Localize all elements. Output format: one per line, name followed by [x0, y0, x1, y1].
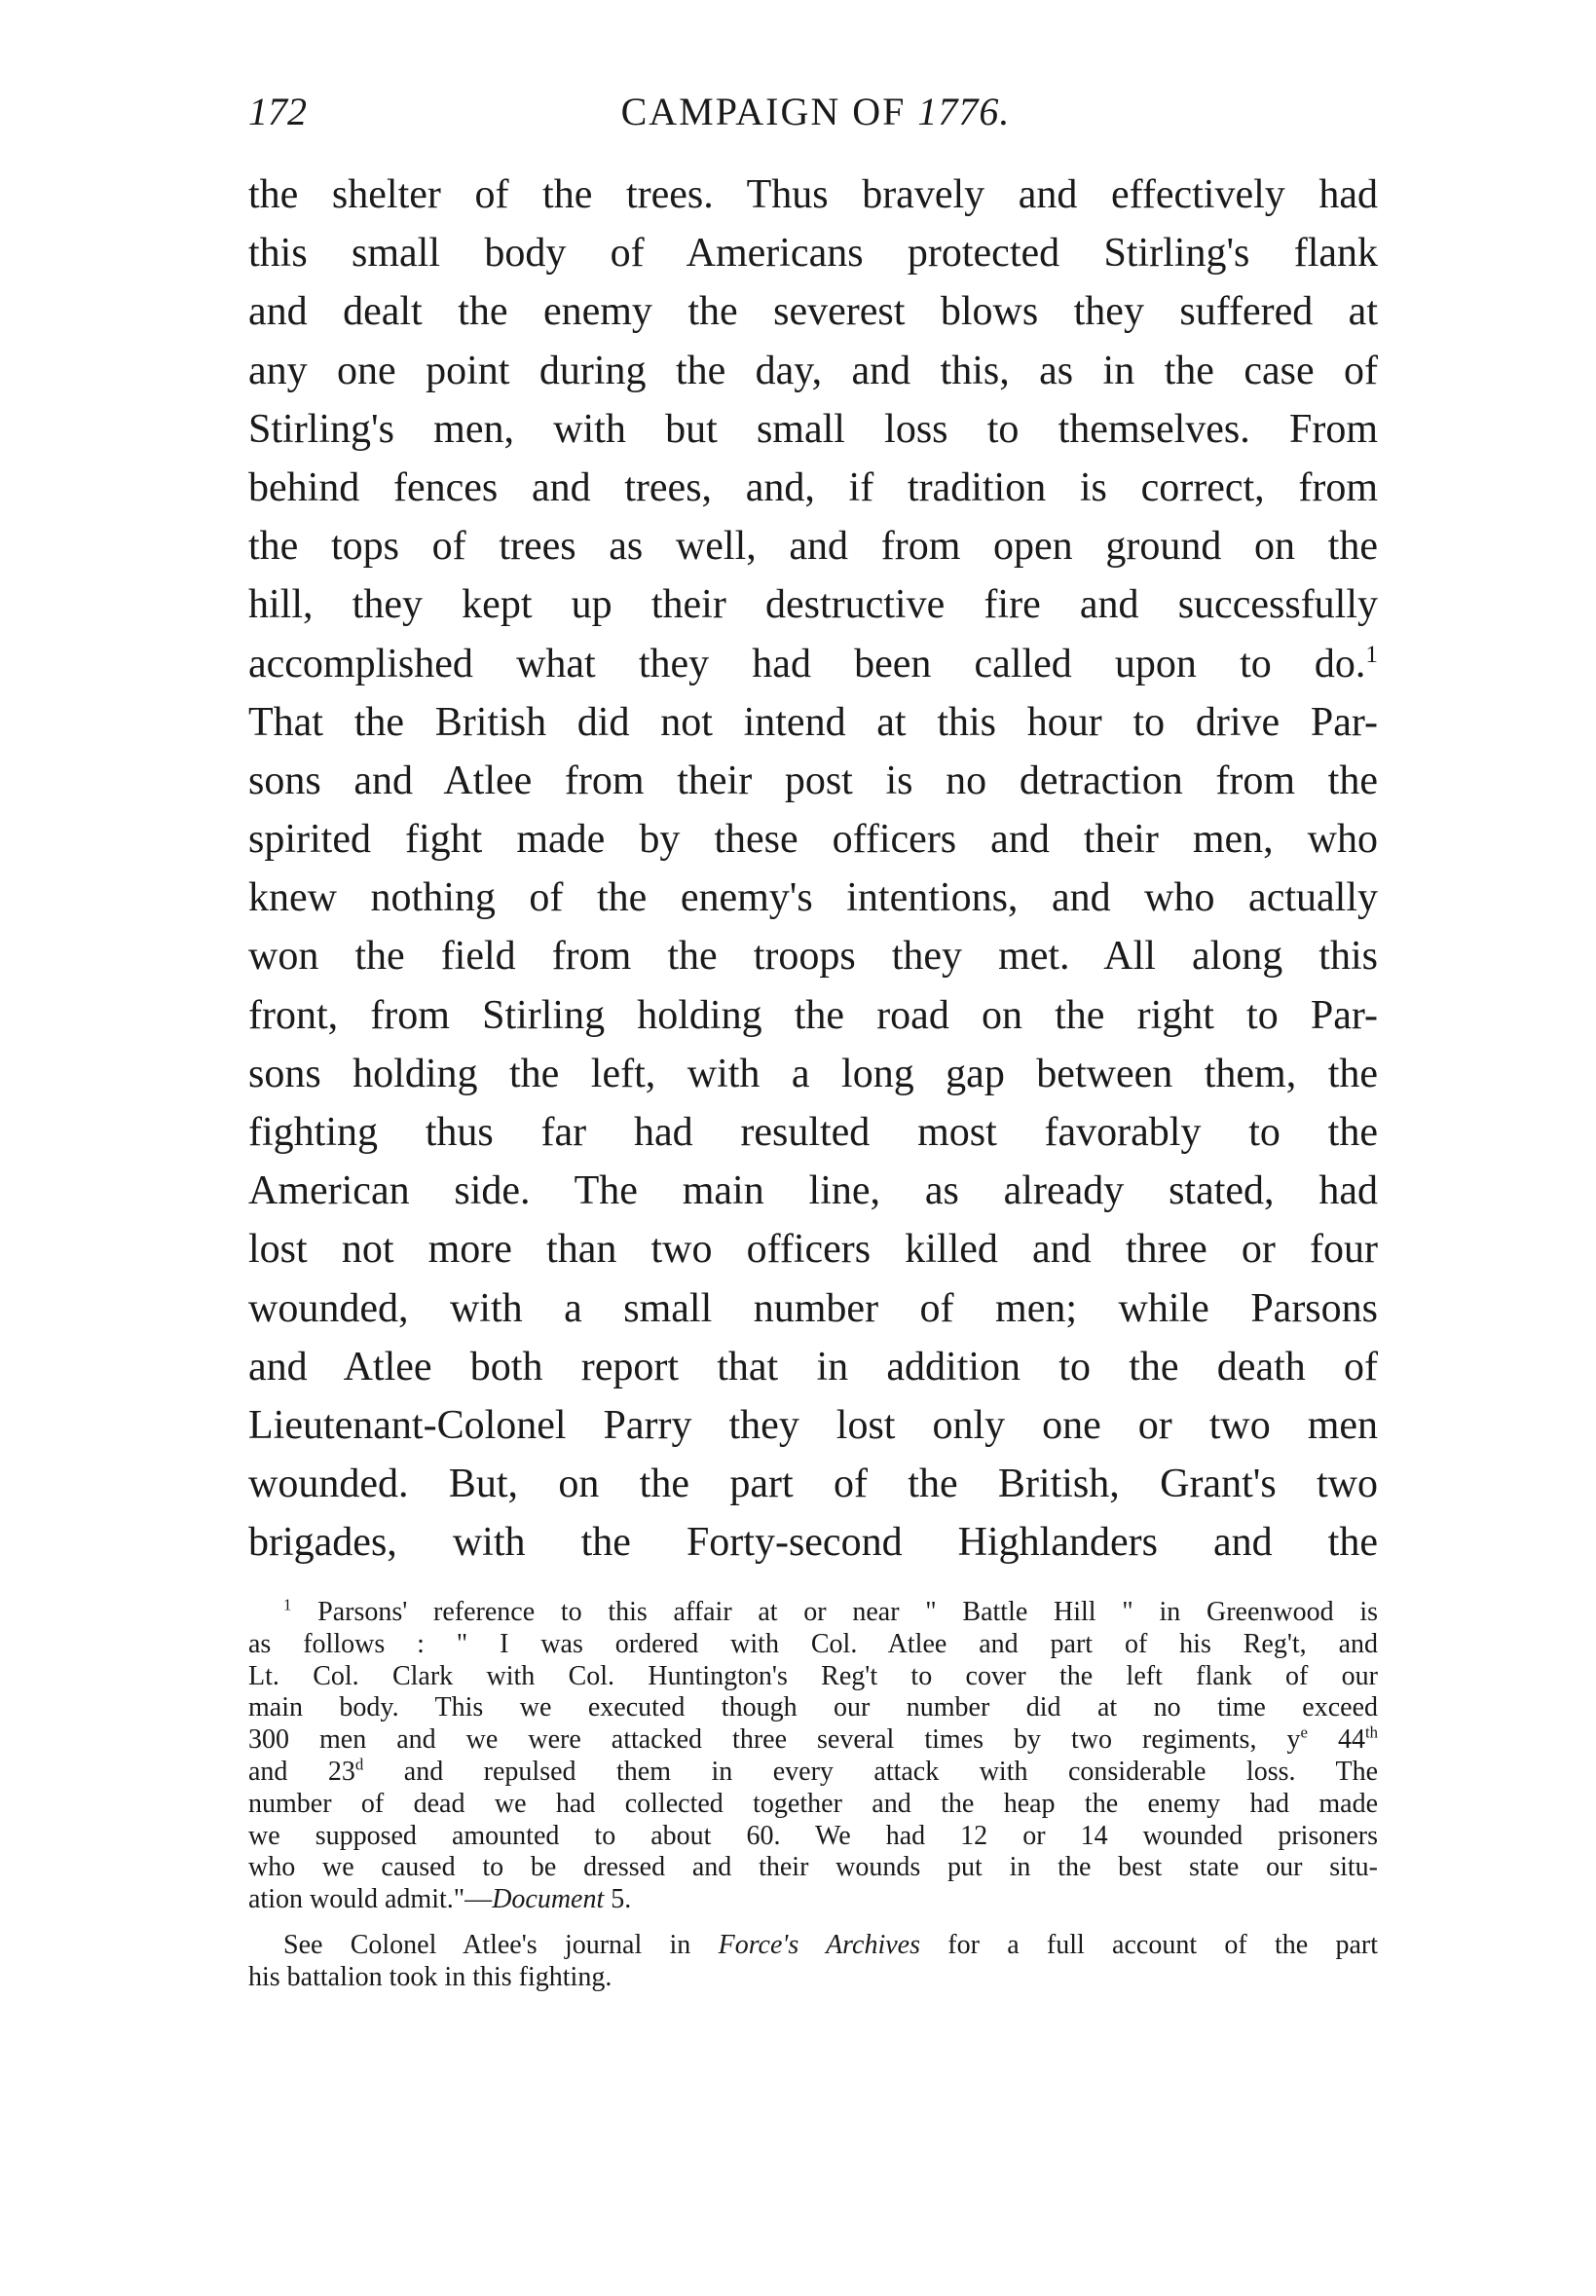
- running-head-title: CAMPAIGN OF: [620, 90, 907, 133]
- body-line: the shelter of the trees. Thus bravely and effectively had: [248, 172, 1378, 217]
- document-reference: Document: [492, 1884, 605, 1915]
- body-line: this small body of Americans protected Stirling's flank: [248, 231, 1378, 277]
- body-text: [248, 166, 1378, 1573]
- document-number: 5.: [611, 1884, 632, 1915]
- superscript-d: d: [354, 1755, 364, 1774]
- page-header: [248, 88, 1383, 136]
- body-line: the tops of trees as well, and from open ground on the: [248, 524, 1378, 570]
- footnote-line: [248, 1884, 1378, 1916]
- body-line: won the field from the troops they met. All along this: [248, 934, 1378, 980]
- note-text: See Colonel Atlee's journal in: [283, 1929, 691, 1960]
- body-line-text: accomplished what they had been called upon to do.: [248, 641, 1366, 686]
- body-line: and Atlee both report that in addition to the death of: [248, 1344, 1378, 1389]
- footnote-reference[interactable]: 1: [1365, 641, 1378, 668]
- page-number: 172: [248, 90, 307, 133]
- footnote-marker: 1: [283, 1595, 292, 1614]
- footnote-line: Lt. Col. Clark with Col. Huntington's Reg't to cover the left flank of our: [248, 1660, 1378, 1691]
- footnote-line: as follows : " I was ordered with Col. Atlee and part of his Reg't, and: [248, 1628, 1378, 1659]
- body-line: Stirling's men, with but small loss to themselves. From: [248, 406, 1378, 452]
- footnote-line: [248, 1597, 1378, 1629]
- body-line: American side. The main line, as already stated, had: [248, 1168, 1378, 1214]
- footnote-line: number of dead we had collected together and the heap the enemy had made: [248, 1788, 1378, 1819]
- superscript-th: th: [1364, 1722, 1378, 1742]
- footnotes: [248, 1597, 1378, 1994]
- note-text: for a full account of the part: [947, 1929, 1378, 1960]
- body-line: sons holding the left, with a long gap between them, the: [248, 1051, 1378, 1096]
- body-line: brigades, with the Forty-second Highlanders and the: [248, 1520, 1378, 1566]
- body-line: knew nothing of the enemy's intentions, and who actually: [248, 875, 1378, 921]
- body-line: wounded. But, on the part of the British, Grant's two: [248, 1462, 1378, 1507]
- footnote-line: main body. This we executed though our number did at no time exceed: [248, 1692, 1378, 1723]
- note-line: [248, 1930, 1378, 1962]
- footnote-text: and repulsed them in every attack with considerable loss. The: [403, 1756, 1379, 1787]
- body-line: wounded, with a small number of men; while Parsons: [248, 1285, 1378, 1331]
- footnote-text: and 23: [248, 1756, 355, 1787]
- footnote-line: we supposed amounted to about 60. We had 12 or 14 wounded prisoners: [248, 1820, 1378, 1851]
- body-line: behind fences and trees, and, if tradition is correct, from: [248, 464, 1378, 510]
- body-line: any one point during the day, and this, as in the case of: [248, 348, 1378, 393]
- note-line: his battalion took in this fighting.: [248, 1961, 612, 1992]
- body-line: lost not more than two officers killed and three or four: [248, 1227, 1378, 1273]
- body-line: fighting thus far had resulted most favorably to the: [248, 1110, 1378, 1155]
- body-line: Lieutenant-Colonel Parry they lost only one or two men: [248, 1402, 1378, 1448]
- running-head-year: 1776.: [917, 90, 1011, 133]
- body-line: spirited fight made by these officers and their men, who: [248, 817, 1378, 863]
- footnote-line: [248, 1757, 1378, 1789]
- archives-title: Force's Archives: [718, 1929, 920, 1960]
- footnote-gap: [248, 1916, 1378, 1930]
- footnote-line: who we caused to be dressed and their wounds put in the best state our situ-: [248, 1852, 1378, 1883]
- body-line: That the British did not intend at this hour to drive Par-: [248, 699, 1378, 745]
- footnote-text: Parsons' reference to this affair at or near " Battle Hill " in Greenwood is: [317, 1597, 1379, 1627]
- running-head: [248, 88, 1383, 136]
- body-line-with-footnote-ref: [248, 635, 1378, 693]
- body-line: sons and Atlee from their post is no detraction from the: [248, 758, 1378, 803]
- body-line: and dealt the enemy the severest blows they suffered at: [248, 289, 1378, 335]
- superscript-e: e: [1300, 1722, 1308, 1742]
- regiment-number: 44: [1337, 1724, 1365, 1756]
- footnote-text: 300 men and we were attacked three several times by two regiments, y: [248, 1724, 1301, 1756]
- footnote-text: ation would admit."—: [248, 1884, 493, 1915]
- footnote-line: [248, 1724, 1378, 1757]
- body-line: front, from Stirling holding the road on the right to Par-: [248, 992, 1378, 1038]
- body-line: hill, they kept up their destructive fire and successfully: [248, 582, 1378, 628]
